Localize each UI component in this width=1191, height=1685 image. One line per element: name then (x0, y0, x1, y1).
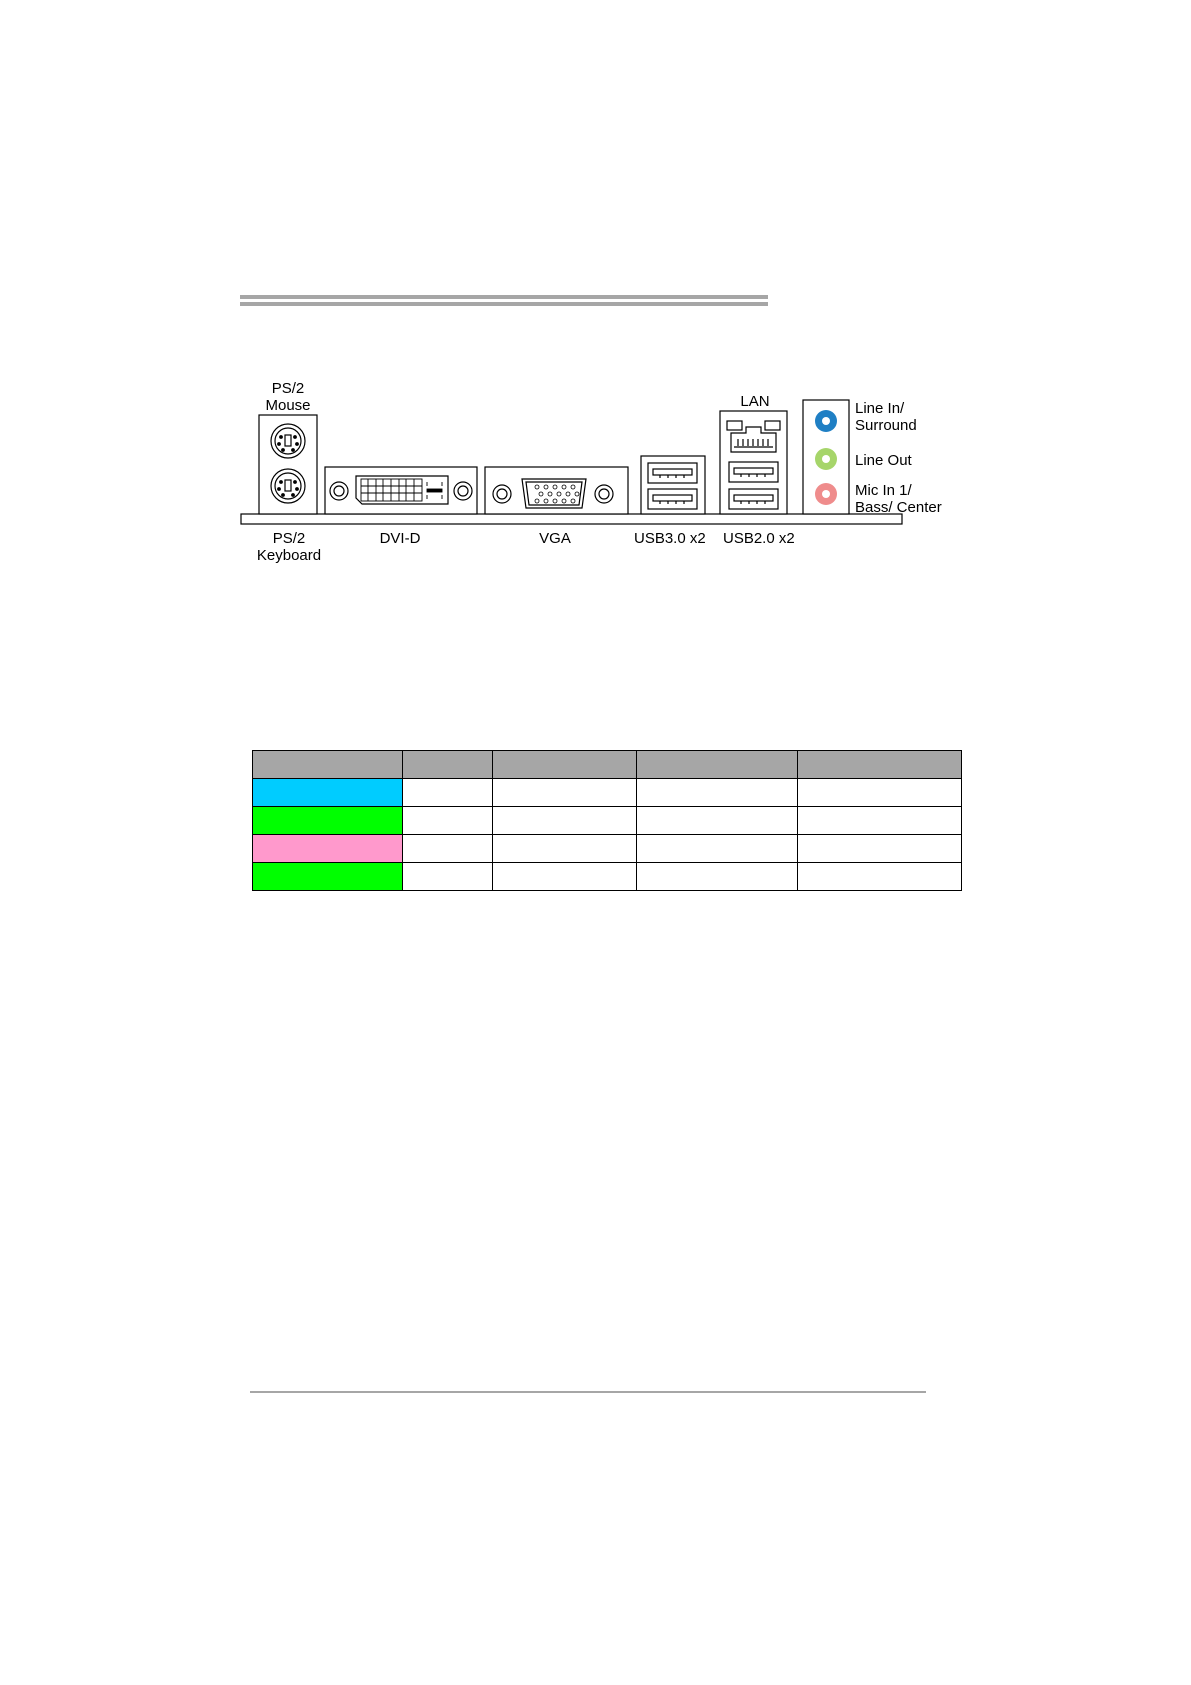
table-row (253, 835, 962, 863)
table-cell (798, 835, 962, 863)
table-row (253, 807, 962, 835)
label-line-in: Line In/ Surround (855, 400, 917, 434)
table-cell (637, 863, 798, 891)
audio-config-table (252, 750, 962, 891)
label-line-out: Line Out (855, 452, 912, 469)
table-header-cell (637, 751, 798, 779)
table-cell (798, 779, 962, 807)
usb30-ports (641, 456, 705, 514)
label-usb30: USB3.0 x2 (634, 530, 706, 547)
label-lan: LAN (740, 393, 770, 410)
jack-color-swatch (253, 779, 403, 807)
table-cell (493, 807, 637, 835)
table-header-cell (253, 751, 403, 779)
io-panel-diagram (0, 0, 1191, 600)
table-header-cell (493, 751, 637, 779)
label-ps2-mouse: PS/2 Mouse (265, 380, 311, 414)
label-dvi-d: DVI-D (379, 530, 421, 547)
io-panel-baseline (241, 514, 902, 524)
table-cell (798, 863, 962, 891)
table-cell (493, 863, 637, 891)
jack-color-swatch (253, 835, 403, 863)
table-header-cell (403, 751, 493, 779)
table-cell (403, 807, 493, 835)
table-header-row (253, 751, 962, 779)
table-cell (637, 779, 798, 807)
label-ps2-keyboard: PS/2 Keyboard (256, 530, 322, 564)
table-cell (637, 835, 798, 863)
footer-rule (250, 1391, 926, 1393)
jack-color-swatch (253, 807, 403, 835)
table-header-cell (798, 751, 962, 779)
table-cell (798, 807, 962, 835)
table-row (253, 779, 962, 807)
jack-color-swatch (253, 863, 403, 891)
ps2-port-group (259, 415, 317, 514)
label-usb20: USB2.0 x2 (723, 530, 795, 547)
vga-port (485, 467, 628, 514)
table-cell (403, 835, 493, 863)
table-cell (403, 779, 493, 807)
table-cell (637, 807, 798, 835)
table-row (253, 863, 962, 891)
table-cell (493, 835, 637, 863)
lan-usb20-stack (720, 411, 787, 514)
dvi-d-port (325, 467, 477, 514)
audio-jacks (803, 400, 849, 514)
table-cell (403, 863, 493, 891)
label-mic-in: Mic In 1/ Bass/ Center (855, 482, 942, 516)
label-vga: VGA (539, 530, 571, 547)
table-cell (493, 779, 637, 807)
